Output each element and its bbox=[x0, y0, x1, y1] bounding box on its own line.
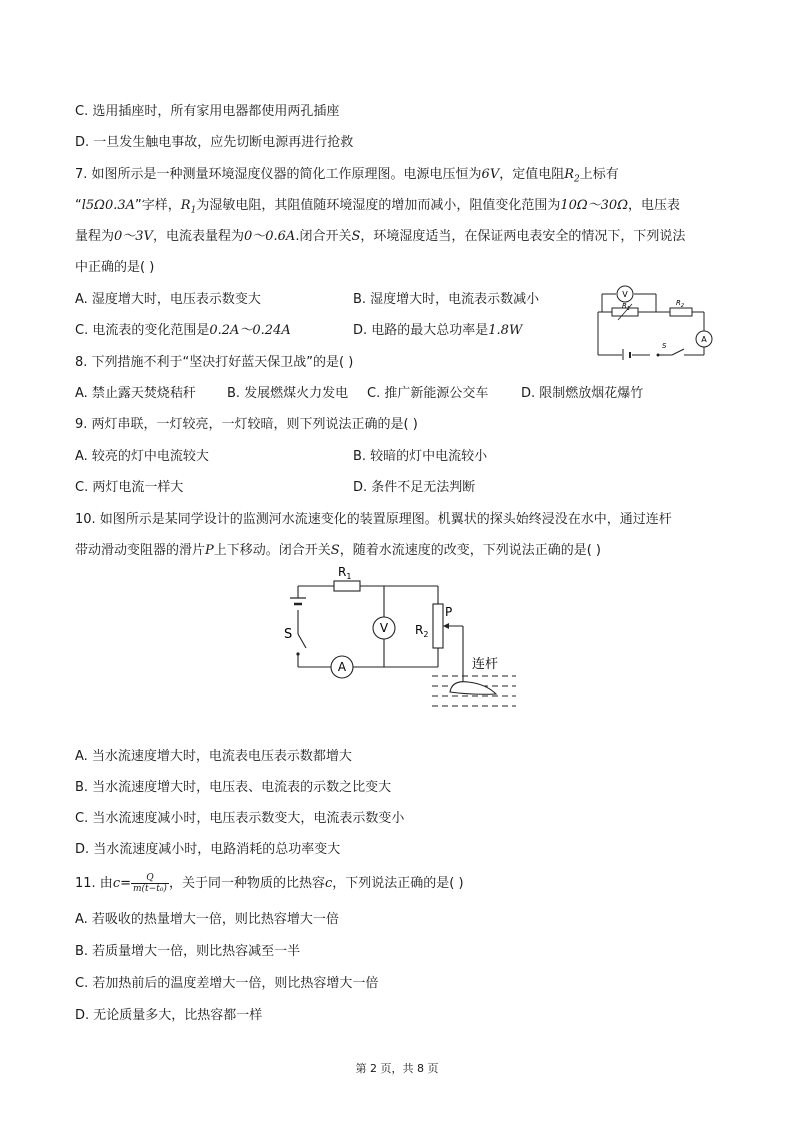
q7-stem-line2: “l5Ω0.3A”字样，$R_1$为湿敏电阻，其阻值随环境湿度的增加而减小，阻值变化范围为10Ω～30Ω，电压表 bbox=[75, 198, 680, 216]
q11-option-a: A. 若吸收的热量增大一倍，则比热容增大一倍 bbox=[75, 912, 339, 927]
q9-option-c: C. 两灯电流一样大 bbox=[75, 480, 184, 495]
q7-voltmeter-label: V bbox=[622, 290, 628, 299]
page-footer: 第 2 页，共 8 页 bbox=[355, 1062, 439, 1075]
q10-switch-contact bbox=[296, 652, 299, 655]
q9-option-a: A. 较亮的灯中电流较大 bbox=[75, 449, 209, 464]
q8-option-b: B. 发展燃煤火力发电 bbox=[227, 386, 349, 401]
q7-circuit-diagram bbox=[592, 282, 724, 360]
q10-r2-rheostat bbox=[433, 604, 443, 648]
q9-stem: 9. 两灯串联，一灯较亮，一灯较暗，则下列说法正确的是( ) bbox=[75, 417, 418, 432]
q7-battery bbox=[623, 349, 630, 360]
q7-option-c: C. 电流表的变化范围是0.2A～0.24A bbox=[75, 323, 291, 338]
q7-switch-contact bbox=[657, 354, 660, 357]
q7-ammeter-label: A bbox=[701, 335, 707, 344]
q10-option-b: B. 当水流速度增大时，电压表、电流表的示数之比变大 bbox=[75, 780, 392, 795]
q7-stem-line4: 中正确的是( ) bbox=[75, 260, 155, 275]
q10-stem-line1: 10. 如图所示是某同学设计的监测河水流速变化的装置原理图。机翼状的探头始终浸没在水中，通过连杆 bbox=[75, 512, 672, 527]
q7-switch-label: S bbox=[662, 342, 667, 350]
q10-slider-label: P bbox=[445, 605, 453, 619]
q8-option-d: D. 限制燃放烟花爆竹 bbox=[521, 386, 644, 401]
q7-option-a: A. 湿度增大时，电压表示数变大 bbox=[75, 292, 261, 307]
q10-circuit-diagram bbox=[282, 564, 518, 716]
q7-option-b: B. 湿度增大时，电流表示数减小 bbox=[353, 292, 540, 307]
q11-formula-fraction: $\frac{Q}{\text{m(t−t₀)}}$ bbox=[133, 873, 167, 894]
q10-switch-label: S bbox=[284, 627, 293, 642]
q11-option-c: C. 若加热前后的温度差增大一倍，则比热容增大一倍 bbox=[75, 976, 379, 991]
q10-rod-label: 连杆 bbox=[472, 657, 499, 672]
q10-stem-line2: 带动滑动变阻器的滑片P上下移动。闭合开关S，随着水流速度的改变，下列说法正确的是( ) bbox=[75, 543, 601, 558]
q11-stem: 11. 由c= $\frac{Q}{\text{m(t−t₀)}}$ ，关于同一种物质的比热容c，下列说法正确的是( ) bbox=[75, 873, 464, 894]
q10-r1-label: $R_1$ bbox=[338, 565, 352, 581]
q7-stem-line1: 7. 如图所示是一种测量环境湿度仪器的简化工作原理图。电源电压恒为6V，定值电阻$R_2$上标有 bbox=[75, 167, 619, 185]
q10-option-c: C. 当水流速度减小时，电压表示数变大，电流表示数变小 bbox=[75, 811, 405, 826]
q10-voltmeter-label: V bbox=[379, 621, 389, 635]
q7-r2-label: $R_2$ bbox=[676, 299, 685, 309]
q9-option-d: D. 条件不足无法判断 bbox=[353, 480, 476, 495]
q8-stem: 8. 下列措施不利于“坚决打好蓝天保卫战”的是( ) bbox=[75, 355, 354, 370]
q8-option-c: C. 推广新能源公交车 bbox=[367, 386, 489, 401]
q7-stem-line3: 量程为0～3V，电流表量程为0～0.6A.闭合开关S，环境湿度适当，在保证两电表安全的情况下，下列说法 bbox=[75, 229, 686, 244]
q10-wing-probe bbox=[450, 682, 496, 695]
q10-battery bbox=[290, 598, 306, 604]
q10-option-d: D. 当水流速度减小时，电路消耗的总功率变大 bbox=[75, 842, 341, 857]
q11-option-b: B. 若质量增大一倍，则比热容减至一半 bbox=[75, 944, 301, 959]
q9-option-b: B. 较暗的灯中电流较小 bbox=[353, 449, 488, 464]
q6-option-d: D. 一旦发生触电事故，应先切断电源再进行抢救 bbox=[75, 135, 354, 150]
q10-slider-arrowhead bbox=[443, 623, 449, 629]
q11-option-d: D. 无论质量多大，比热容都一样 bbox=[75, 1008, 263, 1023]
q7-r1-label: $R_1$ bbox=[622, 302, 631, 312]
q7-r2-resistor bbox=[670, 308, 692, 316]
q8-option-a: A. 禁止露天焚烧秸秆 bbox=[75, 386, 196, 401]
q10-r1-resistor bbox=[334, 581, 360, 591]
q10-option-a: A. 当水流速度增大时，电流表电压表示数都增大 bbox=[75, 749, 352, 764]
q6-option-c: C. 选用插座时，所有家用电器都使用两孔插座 bbox=[75, 104, 340, 119]
q10-r2-label: $R_2$ bbox=[415, 623, 429, 639]
q10-ammeter-label: A bbox=[337, 660, 347, 674]
q7-option-d: D. 电路的最大总功率是1.8W bbox=[353, 323, 523, 338]
